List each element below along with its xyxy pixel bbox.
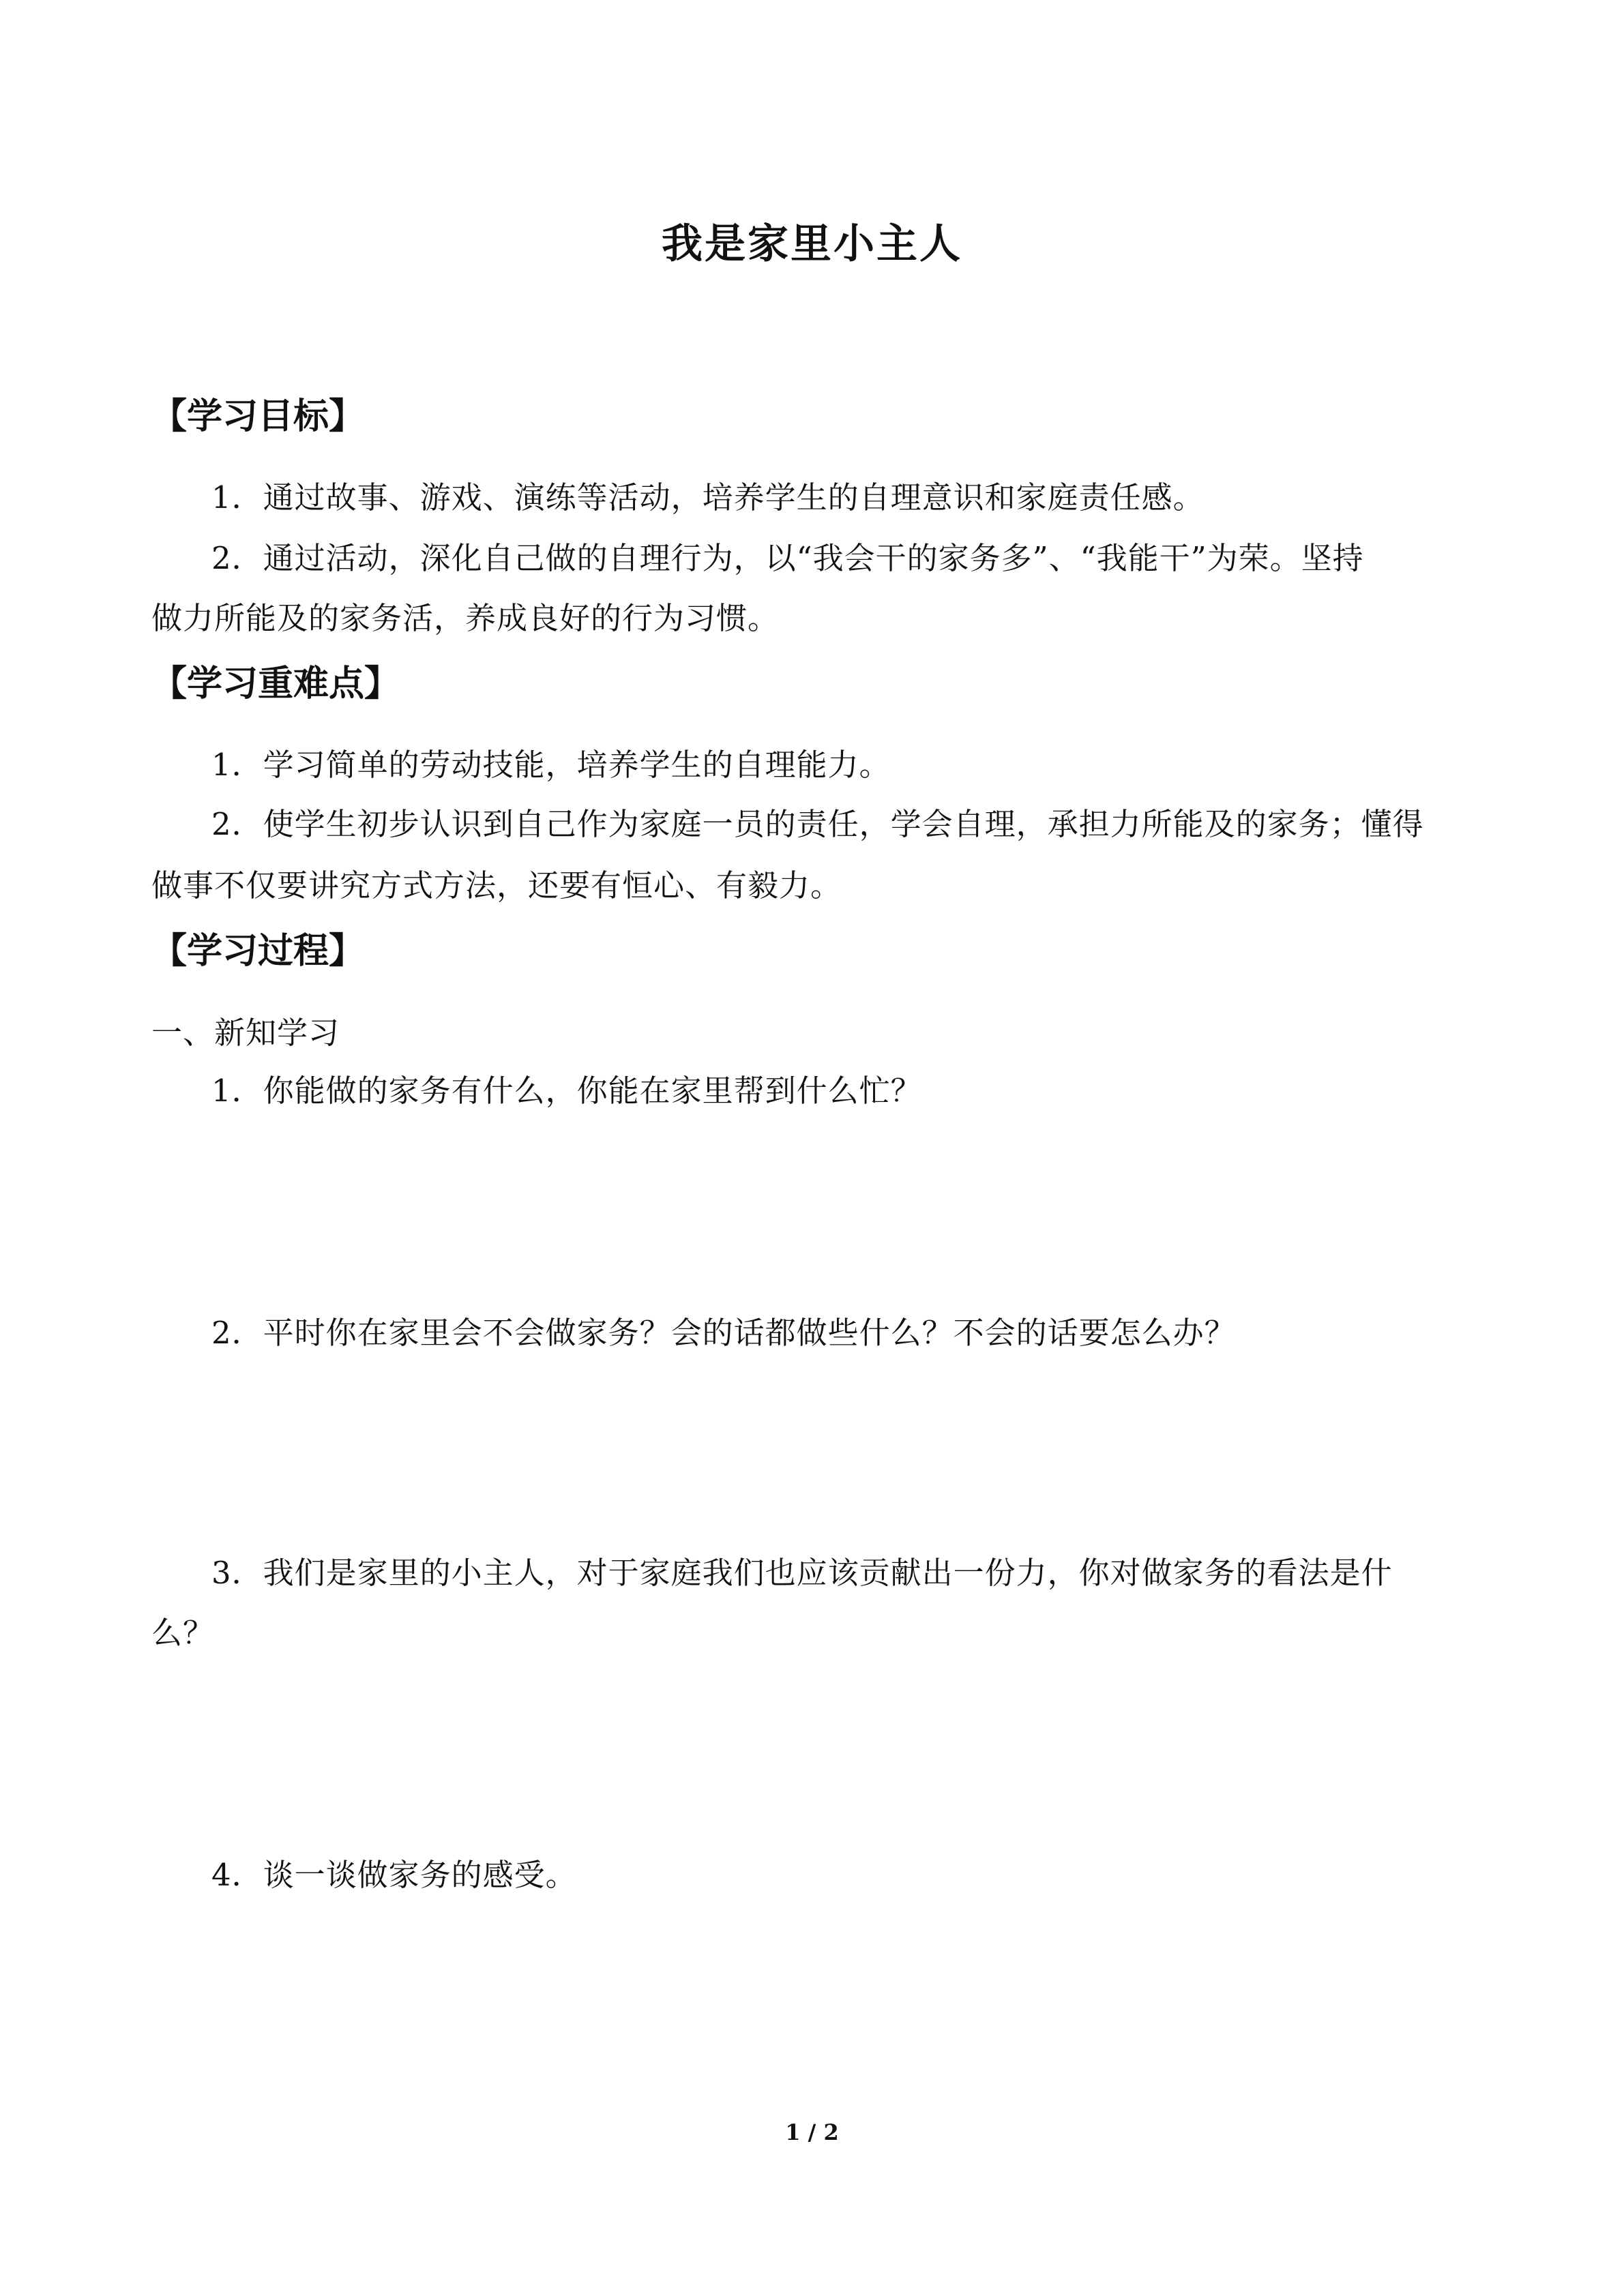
question-3: 3．我们是家里的小主人，对于家庭我们也应该贡献出一份力，你对做家务的看法是什 — [211, 1555, 1393, 1591]
question-3-cont: 么？ — [151, 1615, 215, 1651]
key-point-item-2: 2．使学生初步认识到自己作为家庭一员的责任，学会自理，承担力所能及的家务；懂得 — [211, 806, 1424, 842]
page-number: 1 / 2 — [785, 2119, 839, 2145]
objective-item-1: 1．通过故事、游戏、演练等活动，培养学生的自理意识和家庭责任感。 — [211, 479, 1205, 516]
key-point-item-1: 1．学习简单的劳动技能，培养学生的自理能力。 — [211, 747, 891, 783]
objectives-heading: 【学习目标】 — [151, 396, 365, 437]
key-point-item-2-cont: 做事不仅要讲究方式方法，还要有恒心、有毅力。 — [151, 867, 842, 904]
process-heading: 【学习过程】 — [151, 930, 365, 972]
question-1: 1．你能做的家务有什么，你能在家里帮到什么忙？ — [211, 1073, 922, 1109]
document-title: 我是家里小主人 — [662, 220, 962, 268]
key-points-heading: 【学习重难点】 — [151, 663, 400, 704]
process-subheading: 一、新知学习 — [151, 1015, 340, 1051]
question-2: 2．平时你在家里会不会做家务？会的话都做些什么？不会的话要怎么办？ — [211, 1315, 1236, 1351]
objective-item-2-cont: 做力所能及的家务活，养成良好的行为习惯。 — [151, 600, 780, 636]
objective-item-2: 2．通过活动，深化自己做的自理行为，以“我会干的家务多”、“我能干”为荣。坚持 — [211, 540, 1364, 576]
question-4: 4．谈一谈做家务的感受。 — [211, 1857, 577, 1893]
